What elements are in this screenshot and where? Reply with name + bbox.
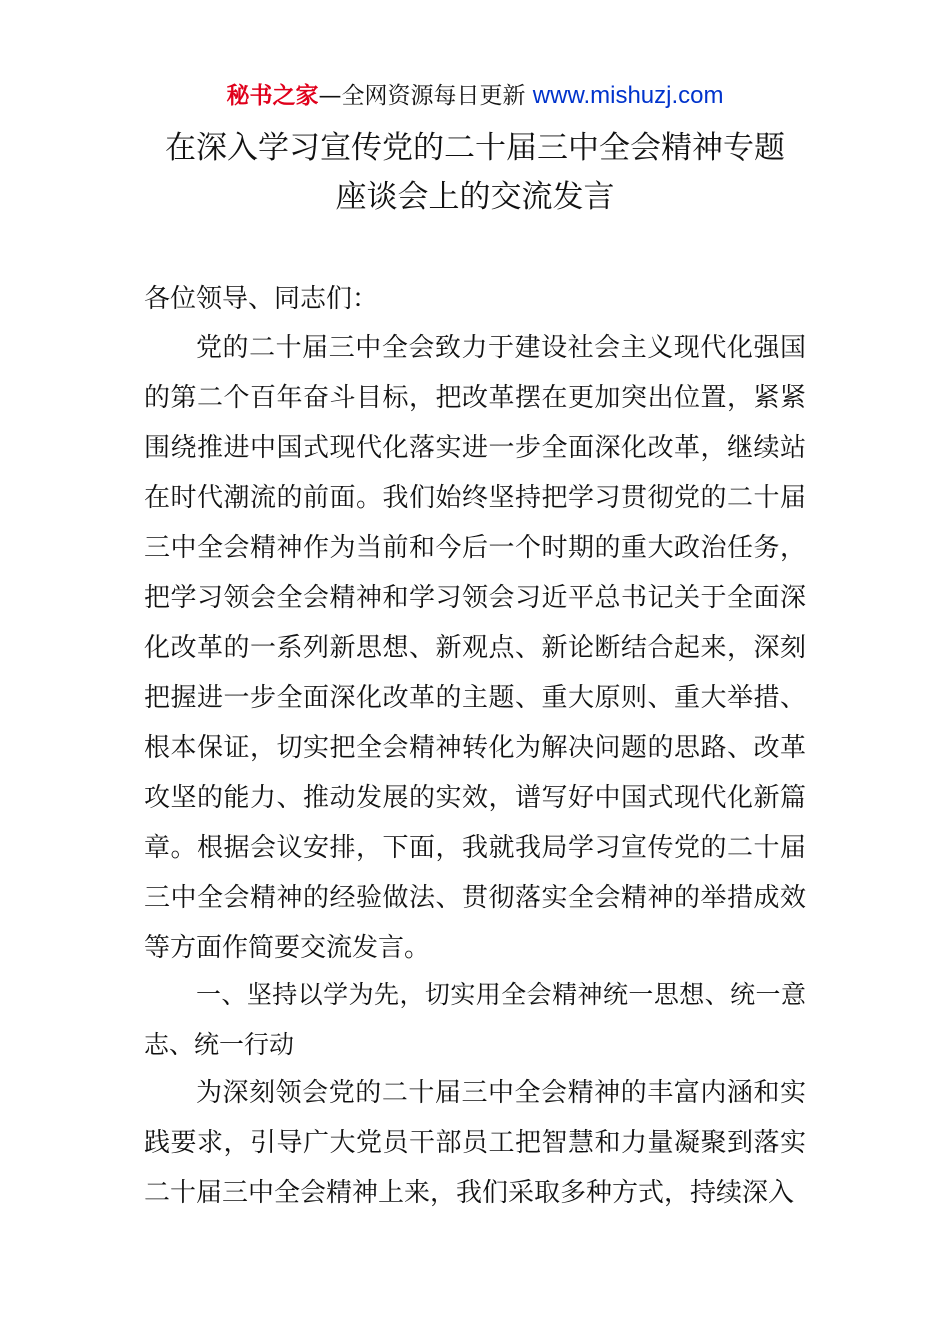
body-paragraph-1: 党的二十届三中全会致力于建设社会主义现代化强国的第二个百年奋斗目标，把改革摆在更加突出位置，紧紧围绕推进中国式现代化落实进一步全面深化改革，继续站在时代潮流的前面。我们始终坚持把学习贯彻党的二十届三中全会精神作为当前和今后一个时期的重大政治任务，把学习领会全会精神和学习领会习近平总书记关于全面深化改革的一系列新思想、新观点、新论断结合起来，深刻把握进一步全面深化改革的主题、重大原则、重大举措、根本保证，切实把全会精神转化为解决问题的思路、改革攻坚的能力、推动发展的实效，谱写好中国式现代化新篇章。根据会议安排，下面，我就我局学习宣传党的二十届三中全会精神的经验做法、贯彻落实全会精神的举措成效等方面作简要交流发言。 [144,333,806,963]
body-paragraph-2: 为深刻领会党的二十届三中全会精神的丰富内涵和实践要求，引导广大党员干部员工把智慧和力量凝聚到落实二十届三中全会精神上来，我们采取多种方式，持续深入 [144,1078,806,1208]
document-title-line-2: 座谈会上的交流发言 [335,179,615,215]
site-header [0,80,950,112]
header-slogan: —全网资源每日更新 [318,83,533,109]
site-url-link[interactable]: www.mishuzj.com [532,82,724,109]
section-heading-1: 一、坚持以学为先，切实用全会精神统一思想、统一意志、统一行动 [144,980,806,1059]
document-title-line-1: 在深入学习宣传党的二十届三中全会精神专题 [165,130,785,166]
brand-name: 秘书之家 [226,83,319,109]
salutation: 各位领导、同志们： [144,284,379,314]
